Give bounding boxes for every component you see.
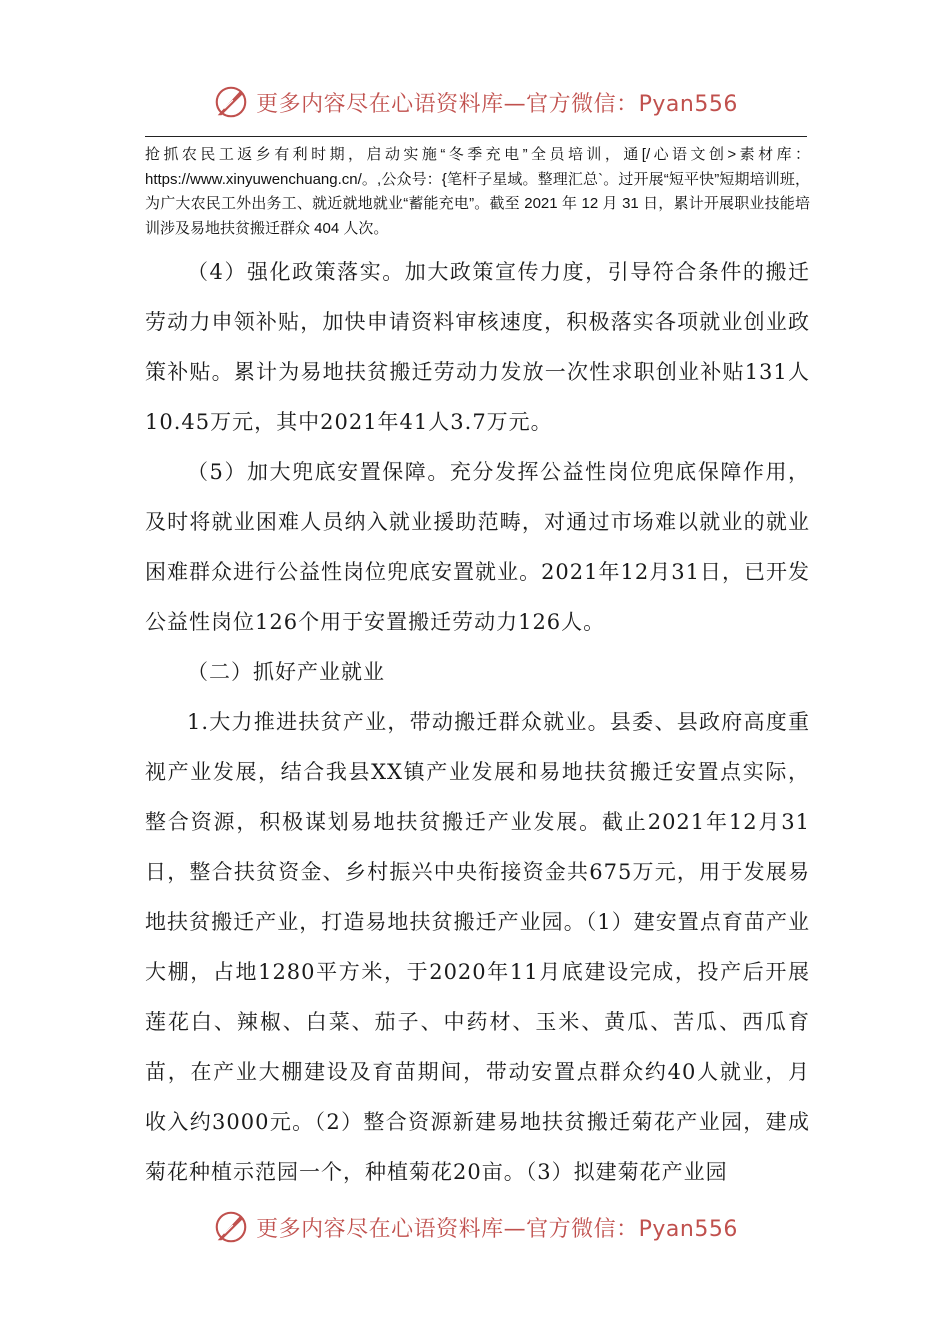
- watermark-header: [0, 80, 950, 124]
- paragraph-industry-development: 1.大力推进扶贫产业，带动搬迁群众就业。县委、县政府高度重视产业发展，结合我县XX镇产业发展和易地扶贫搬迁安置点实际，整合资源，积极谋划易地扶贫搬迁产业发展。截止2021年12月31日，整合扶贫资金、乡村振兴中央衔接资金共675万元，用于发展易地扶贫搬迁产业，打造易地扶贫搬迁产业园。（1）建安置点育苗产业大棚，占地1280平方米，于2020年11月底建设完成，投产后开展莲花白、辣椒、白菜、茄子、中药材、玉米、黄瓜、苦瓜、西瓜育苗，在产业大棚建设及育苗期间，带动安置点群众约40人就业，月收入约3000元。（2）整合资源新建易地扶贫搬迁菊花产业园，建成菊花种植示范园一个，种植菊花20亩。（3）拟建菊花产业园: [145, 710, 810, 1184]
- watermark-footer: [0, 1205, 950, 1249]
- top-paragraph-block: [145, 143, 810, 241]
- watermark-text: 更多内容尽在心语资料库—官方微信：Pyan556: [256, 1216, 738, 1242]
- feather-pen-logo-icon: [212, 83, 250, 121]
- header-divider: [145, 136, 807, 137]
- section-heading-industry-employment: （二）抓好产业就业: [187, 660, 385, 684]
- paragraph-policy-implementation: （4）强化政策落实。加大政策宣传力度，引导符合条件的搬迁劳动力申领补贴，加快申请资料审核速度，积极落实各项就业创业政策补贴。累计为易地扶贫搬迁劳动力发放一次性求职创业补贴131人10.45万元，其中2021年41人3.7万元。: [145, 260, 810, 434]
- paragraph-safety-net: （5）加大兜底安置保障。充分发挥公益性岗位兜底保障作用，及时将就业困难人员纳入就业援助范畴，对通过市场难以就业的就业困难群众进行公益性岗位兜底安置就业。2021年12月31日，已开发公益性岗位126个用于安置搬迁劳动力126人。: [145, 460, 810, 634]
- top-paragraph: 抢抓农民工返乡有利时期，启动实施“冬季充电”全员培训，通[/心语文创>素材库：https://www.xinyuwenchuang.cn/。,公众号：{笔杆子星域。整理汇总`。过开展“短平快”短期培训班，为广大农民工外出务工、就近就地就业“蓄能充电”。截至 2021 年 12 月 31 日，累计开展职业技能培训涉及易地扶贫搬迁群众 404 人次。: [145, 146, 810, 237]
- document-body: [145, 247, 810, 1197]
- watermark-text: 更多内容尽在心语资料库—官方微信：Pyan556: [256, 91, 738, 117]
- feather-pen-logo-icon: [212, 1208, 250, 1246]
